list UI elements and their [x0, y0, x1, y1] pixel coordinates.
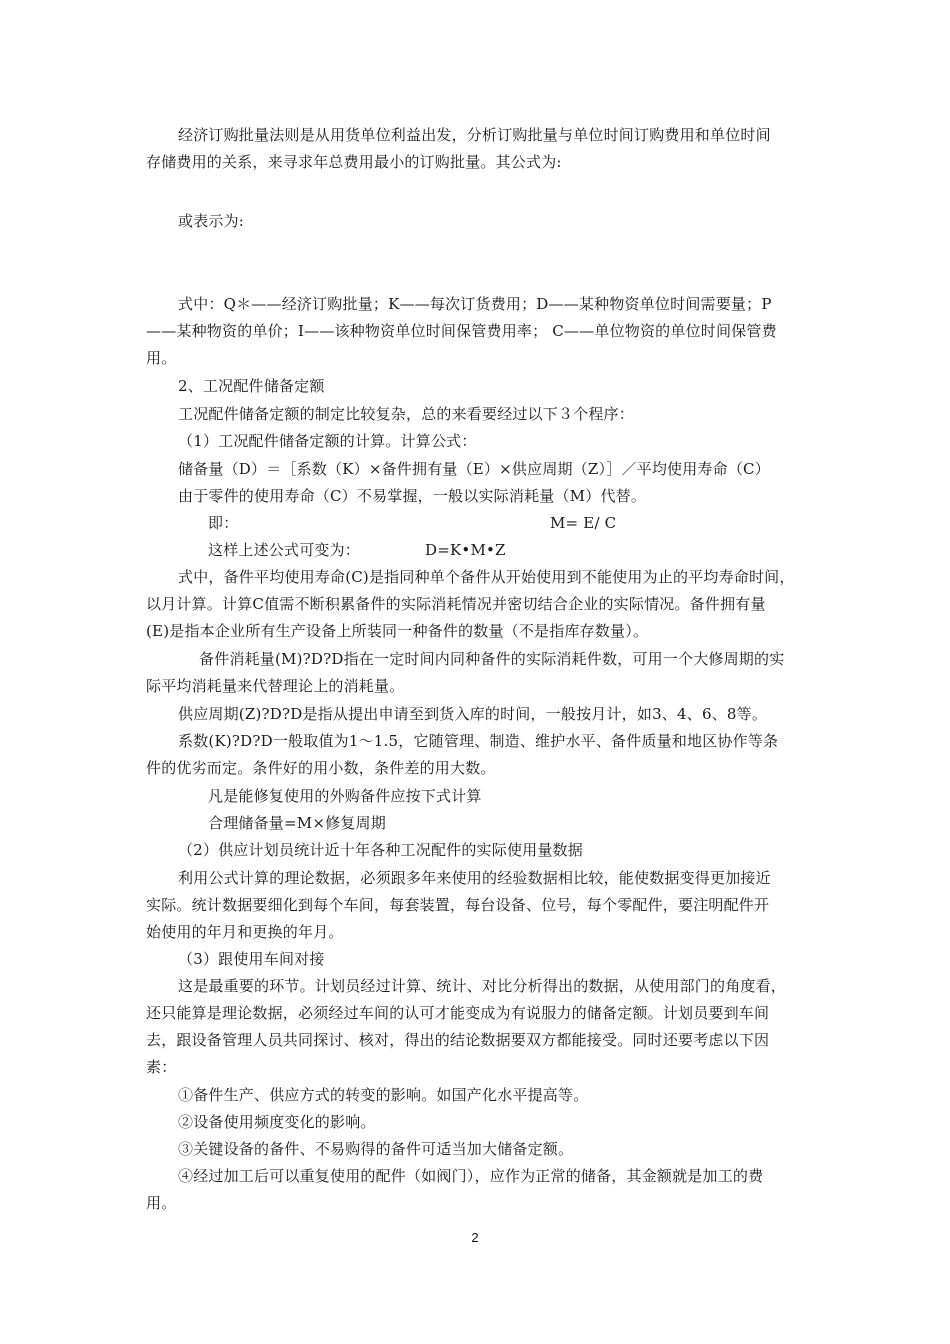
paragraph-line: 实际。统计数据要细化到每个车间，每套装置，每台设备、位号，每个零配件，要注明配件开	[146, 896, 770, 914]
paragraph-line: 即：	[208, 514, 239, 532]
list-item: ④经过加工后可以重复使用的配件（如阀门），应作为正常的储备，其金额就是加工的费	[178, 1167, 764, 1185]
paragraph-line: 以月计算。计算C值需不断积累备件的实际消耗情况并密切结合企业的实际情况。备件拥有量	[146, 595, 766, 613]
paragraph-line: 系数(K)?D?D一般取值为1～1.5，它随管理、制造、维护水平、备件质量和地区协作等条	[178, 732, 779, 750]
section-heading: 2、工况配件储备定额	[178, 377, 325, 395]
paragraph-line: 供应周期(Z)?D?D是指从提出申请至到货入库的时间，一般按月计，如3、4、6、8等。	[178, 705, 768, 723]
paragraph-line: 这样上述公式可变为：	[208, 541, 361, 559]
paragraph-line: 式中：Q＊——经济订购批量；K——每次订货费用；D——某种物资单位时间需要量；P	[178, 295, 772, 313]
list-item: ③关键设备的备件、不易购得的备件可适当加大储备定额。	[178, 1140, 574, 1158]
paragraph-line: ——某种物资的单价；I——该种物资单位时间保管费用率； C——单位物资的单位时间保管费	[146, 322, 777, 340]
paragraph-line: 由于零件的使用寿命（C）不易掌握，一般以实际消耗量（M）代替。	[178, 487, 647, 505]
paragraph-line: 利用公式计算的理论数据，必须跟多年来使用的经验数据相比较，能使数据变得更加接近	[178, 869, 771, 887]
paragraph-line: 素：	[146, 1058, 177, 1076]
paragraph-line: (E)是指本企业所有生产设备上所装同一种备件的数量（不是指库存数量）。	[146, 622, 649, 640]
paragraph-line: 这是最重要的环节。计划员经过计算、统计、对比分析得出的数据，从使用部门的角度看，	[178, 977, 787, 995]
list-item: 用。	[146, 1194, 177, 1212]
page-number: 2	[471, 1230, 479, 1245]
paragraph-line: 用。	[146, 349, 177, 367]
paragraph-line: 凡是能修复使用的外购备件应按下式计算	[208, 787, 482, 805]
paragraph-line: 还只能算是理论数据，必须经过车间的认可才能变成为有说服力的储备定额。计划员要到车间	[146, 1004, 770, 1022]
formula-inline: M= E/ C	[550, 514, 617, 532]
formula-line: 储备量（D）＝［系数（K）×备件拥有量（E）×供应周期（Z）］／平均使用寿命（C）	[178, 460, 770, 478]
subsection-heading: （3）跟使用车间对接	[178, 950, 325, 968]
paragraph-line: 存储费用的关系，来寻求年总费用最小的订购批量。其公式为:	[146, 153, 562, 171]
subsection-heading: （2）供应计划员统计近十年各种工况配件的实际使用量数据	[178, 841, 583, 859]
paragraph-line: 式中，备件平均使用寿命(C)是指同种单个备件从开始使用到不能使用为止的平均寿命时间，	[178, 568, 795, 586]
formula-inline: D=K•M•Z	[425, 541, 506, 559]
paragraph-line: 备件消耗量(M)?D?D指在一定时间内同种备件的实际消耗件数，可用一个大修周期的实	[199, 650, 785, 668]
paragraph-line: 工况配件储备定额的制定比较复杂，总的来看要经过以下３个程序：	[178, 405, 635, 423]
subsection-heading: （1）工况配件储备定额的计算。计算公式：	[178, 432, 477, 450]
paragraph-line: 始使用的年月和更换的年月。	[146, 923, 344, 941]
formula-line: 合理储备量=M×修复周期	[208, 814, 386, 832]
paragraph-line: 件的优劣而定。条件好的用小数，条件差的用大数。	[146, 759, 496, 777]
list-item: ①备件生产、供应方式的转变的影响。如国产化水平提高等。	[178, 1086, 589, 1104]
paragraph-line: 去，跟设备管理人员共同探讨、核对，得出的结论数据要双方都能接受。同时还要考虑以下因	[146, 1031, 770, 1049]
paragraph-line: 经济订购批量法则是从用货单位利益出发，分析订购批量与单位时间订购费用和单位时间	[178, 126, 771, 144]
paragraph-line: 际平均消耗量来代替理论上的消耗量。	[146, 677, 405, 695]
paragraph-line: 或表示为:	[178, 212, 245, 230]
list-item: ②设备使用频度变化的影响。	[178, 1113, 376, 1131]
